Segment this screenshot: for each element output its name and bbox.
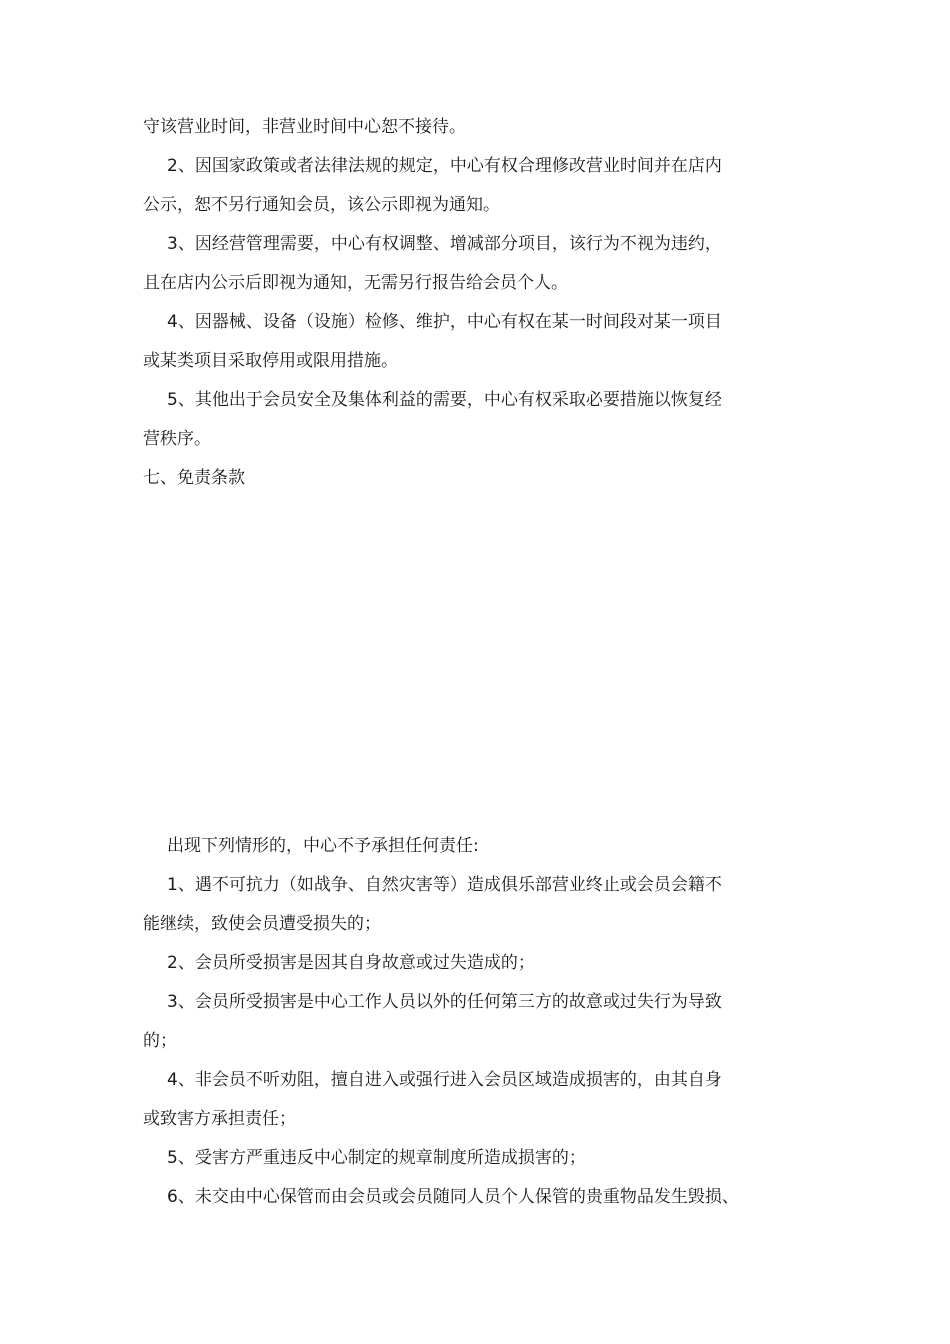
text-line: 营秩序。 <box>143 429 211 449</box>
text-line: 守该营业时间，非营业时间中心恕不接待。 <box>143 117 466 137</box>
text-line: 公示，恕不另行通知会员，该公示即视为通知。 <box>143 195 500 215</box>
text-line: 3、因经营管理需要，中心有权调整、增减部分项目，该行为不视为违约， <box>167 234 722 254</box>
rules-section-disclaimer <box>143 827 763 1217</box>
text-line: 4、非会员不听劝阻，擅自进入或强行进入会员区域造成损害的，由其自身 <box>167 1070 722 1090</box>
text-line: 或某类项目采取停用或限用措施。 <box>143 351 398 371</box>
rules-section-business-hours <box>143 108 763 498</box>
text-line: 2、因国家政策或者法律法规的规定，中心有权合理修改营业时间并在店内 <box>167 156 722 176</box>
text-line: 1、遇不可抗力（如战争、自然灾害等）造成俱乐部营业终止或会员会籍不 <box>167 875 722 895</box>
text-line: 5、其他出于会员安全及集体利益的需要，中心有权采取必要措施以恢复经 <box>167 390 722 410</box>
text-line: 6、未交由中心保管而由会员或会员随同人员个人保管的贵重物品发生毁损、 <box>167 1187 739 1207</box>
text-line: 4、因器械、设备（设施）检修、维护，中心有权在某一时间段对某一项目 <box>167 312 722 332</box>
text-line: 2、会员所受损害是因其自身故意或过失造成的； <box>167 953 535 973</box>
text-line: 出现下列情形的，中心不予承担任何责任: <box>167 836 479 856</box>
text-line: 5、受害方严重违反中心制定的规章制度所造成损害的； <box>167 1148 586 1168</box>
section-heading: 七、免责条款 <box>143 468 245 488</box>
text-line: 且在店内公示后即视为通知，无需另行报告给会员个人。 <box>143 273 568 293</box>
text-line: 能继续，致使会员遭受损失的； <box>143 914 381 934</box>
text-line: 3、会员所受损害是中心工作人员以外的任何第三方的故意或过失行为导致 <box>167 992 722 1012</box>
text-line: 或致害方承担责任； <box>143 1109 296 1129</box>
text-line: 的； <box>143 1031 177 1051</box>
